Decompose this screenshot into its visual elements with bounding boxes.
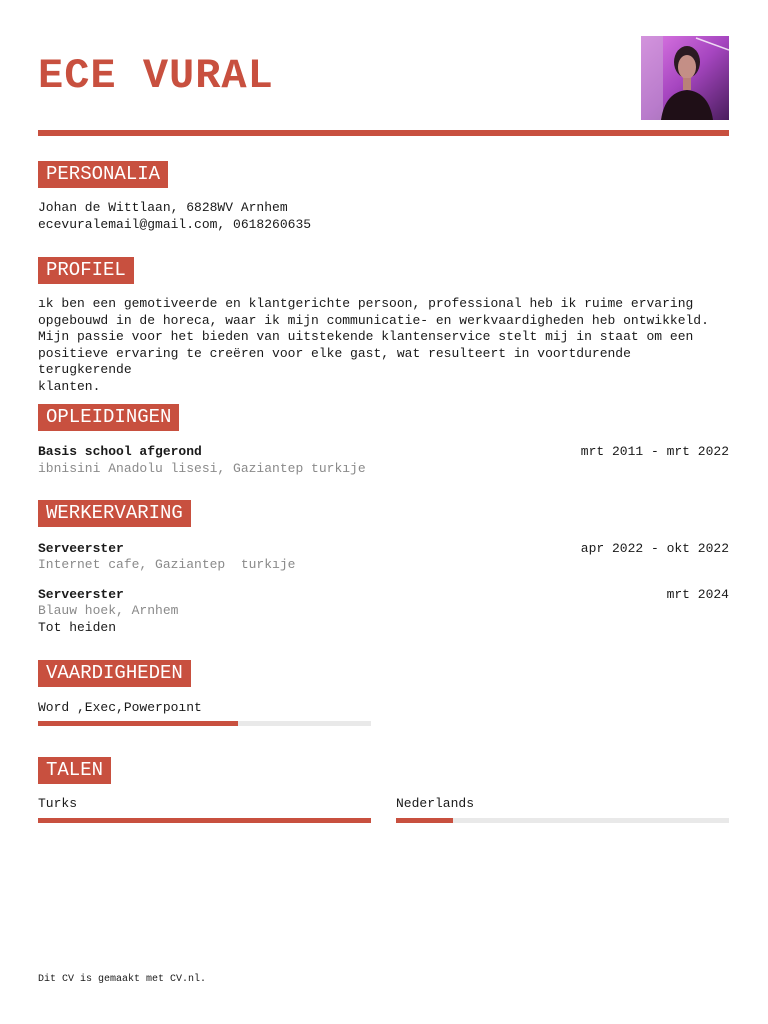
education-institution: ibnisini Anadolu lisesi, Gaziantep turkıje [38, 461, 366, 476]
job-employer: Blauw hoek, Arnhem [38, 603, 179, 618]
job-date: mrt 2024 [666, 587, 729, 602]
language-level-fill [396, 818, 453, 823]
address: Johan de Wittlaan, 6828WV Arnhem [38, 200, 288, 215]
section-title-talen: TALEN [38, 757, 111, 784]
language-level-bar [38, 818, 371, 823]
job-note: Tot heiden [38, 620, 117, 635]
skill-label: Word ,Exec,Powerpoınt [38, 700, 202, 715]
section-title-werkervaring: WERKERVARING [38, 500, 191, 527]
skill-level-fill [38, 721, 238, 726]
language-level-bar [396, 818, 729, 823]
footer-note: Dit CV is gemaakt met CV.nl. [38, 974, 207, 985]
job-title: Serveerster [38, 541, 124, 556]
section-title-profiel: PROFIEL [38, 257, 134, 284]
skill-level-bar [38, 721, 371, 726]
section-title-vaardigheden: VAARDIGHEDEN [38, 660, 191, 687]
section-title-personalia: PERSONALIA [38, 161, 168, 188]
job-employer: Internet cafe, Gaziantep turkıje [38, 557, 296, 572]
profile-text: ık ben een gemotiveerde en klantgerichte persoon, professional heb ik ruime ervaring opgebouwd in de horeca, waar ik mijn communicatie- en werkvaardigheden heb ontwikkeld. Mijn passie voor het bieden van uitstekende klantenservice stelt mij in staat om een positieve ervaring te creëren voor elke gast, wat resulteert in voortdurende terugkerende klanten. [38, 296, 709, 394]
candidate-name: ECE VURAL [38, 52, 274, 100]
language-level-fill [38, 818, 371, 823]
contact-info: ecevuralemail@gmail.com, 0618260635 [38, 217, 312, 232]
profile-photo [641, 36, 729, 120]
section-title-opleidingen: OPLEIDINGEN [38, 404, 179, 431]
language-label: Turks [38, 796, 78, 811]
job-date: apr 2022 - okt 2022 [580, 541, 729, 556]
education-title: Basis school afgerond [38, 444, 202, 459]
language-label: Nederlands [396, 796, 475, 811]
job-title: Serveerster [38, 587, 124, 602]
education-date: mrt 2011 - mrt 2022 [580, 444, 729, 459]
header-divider [38, 130, 729, 136]
